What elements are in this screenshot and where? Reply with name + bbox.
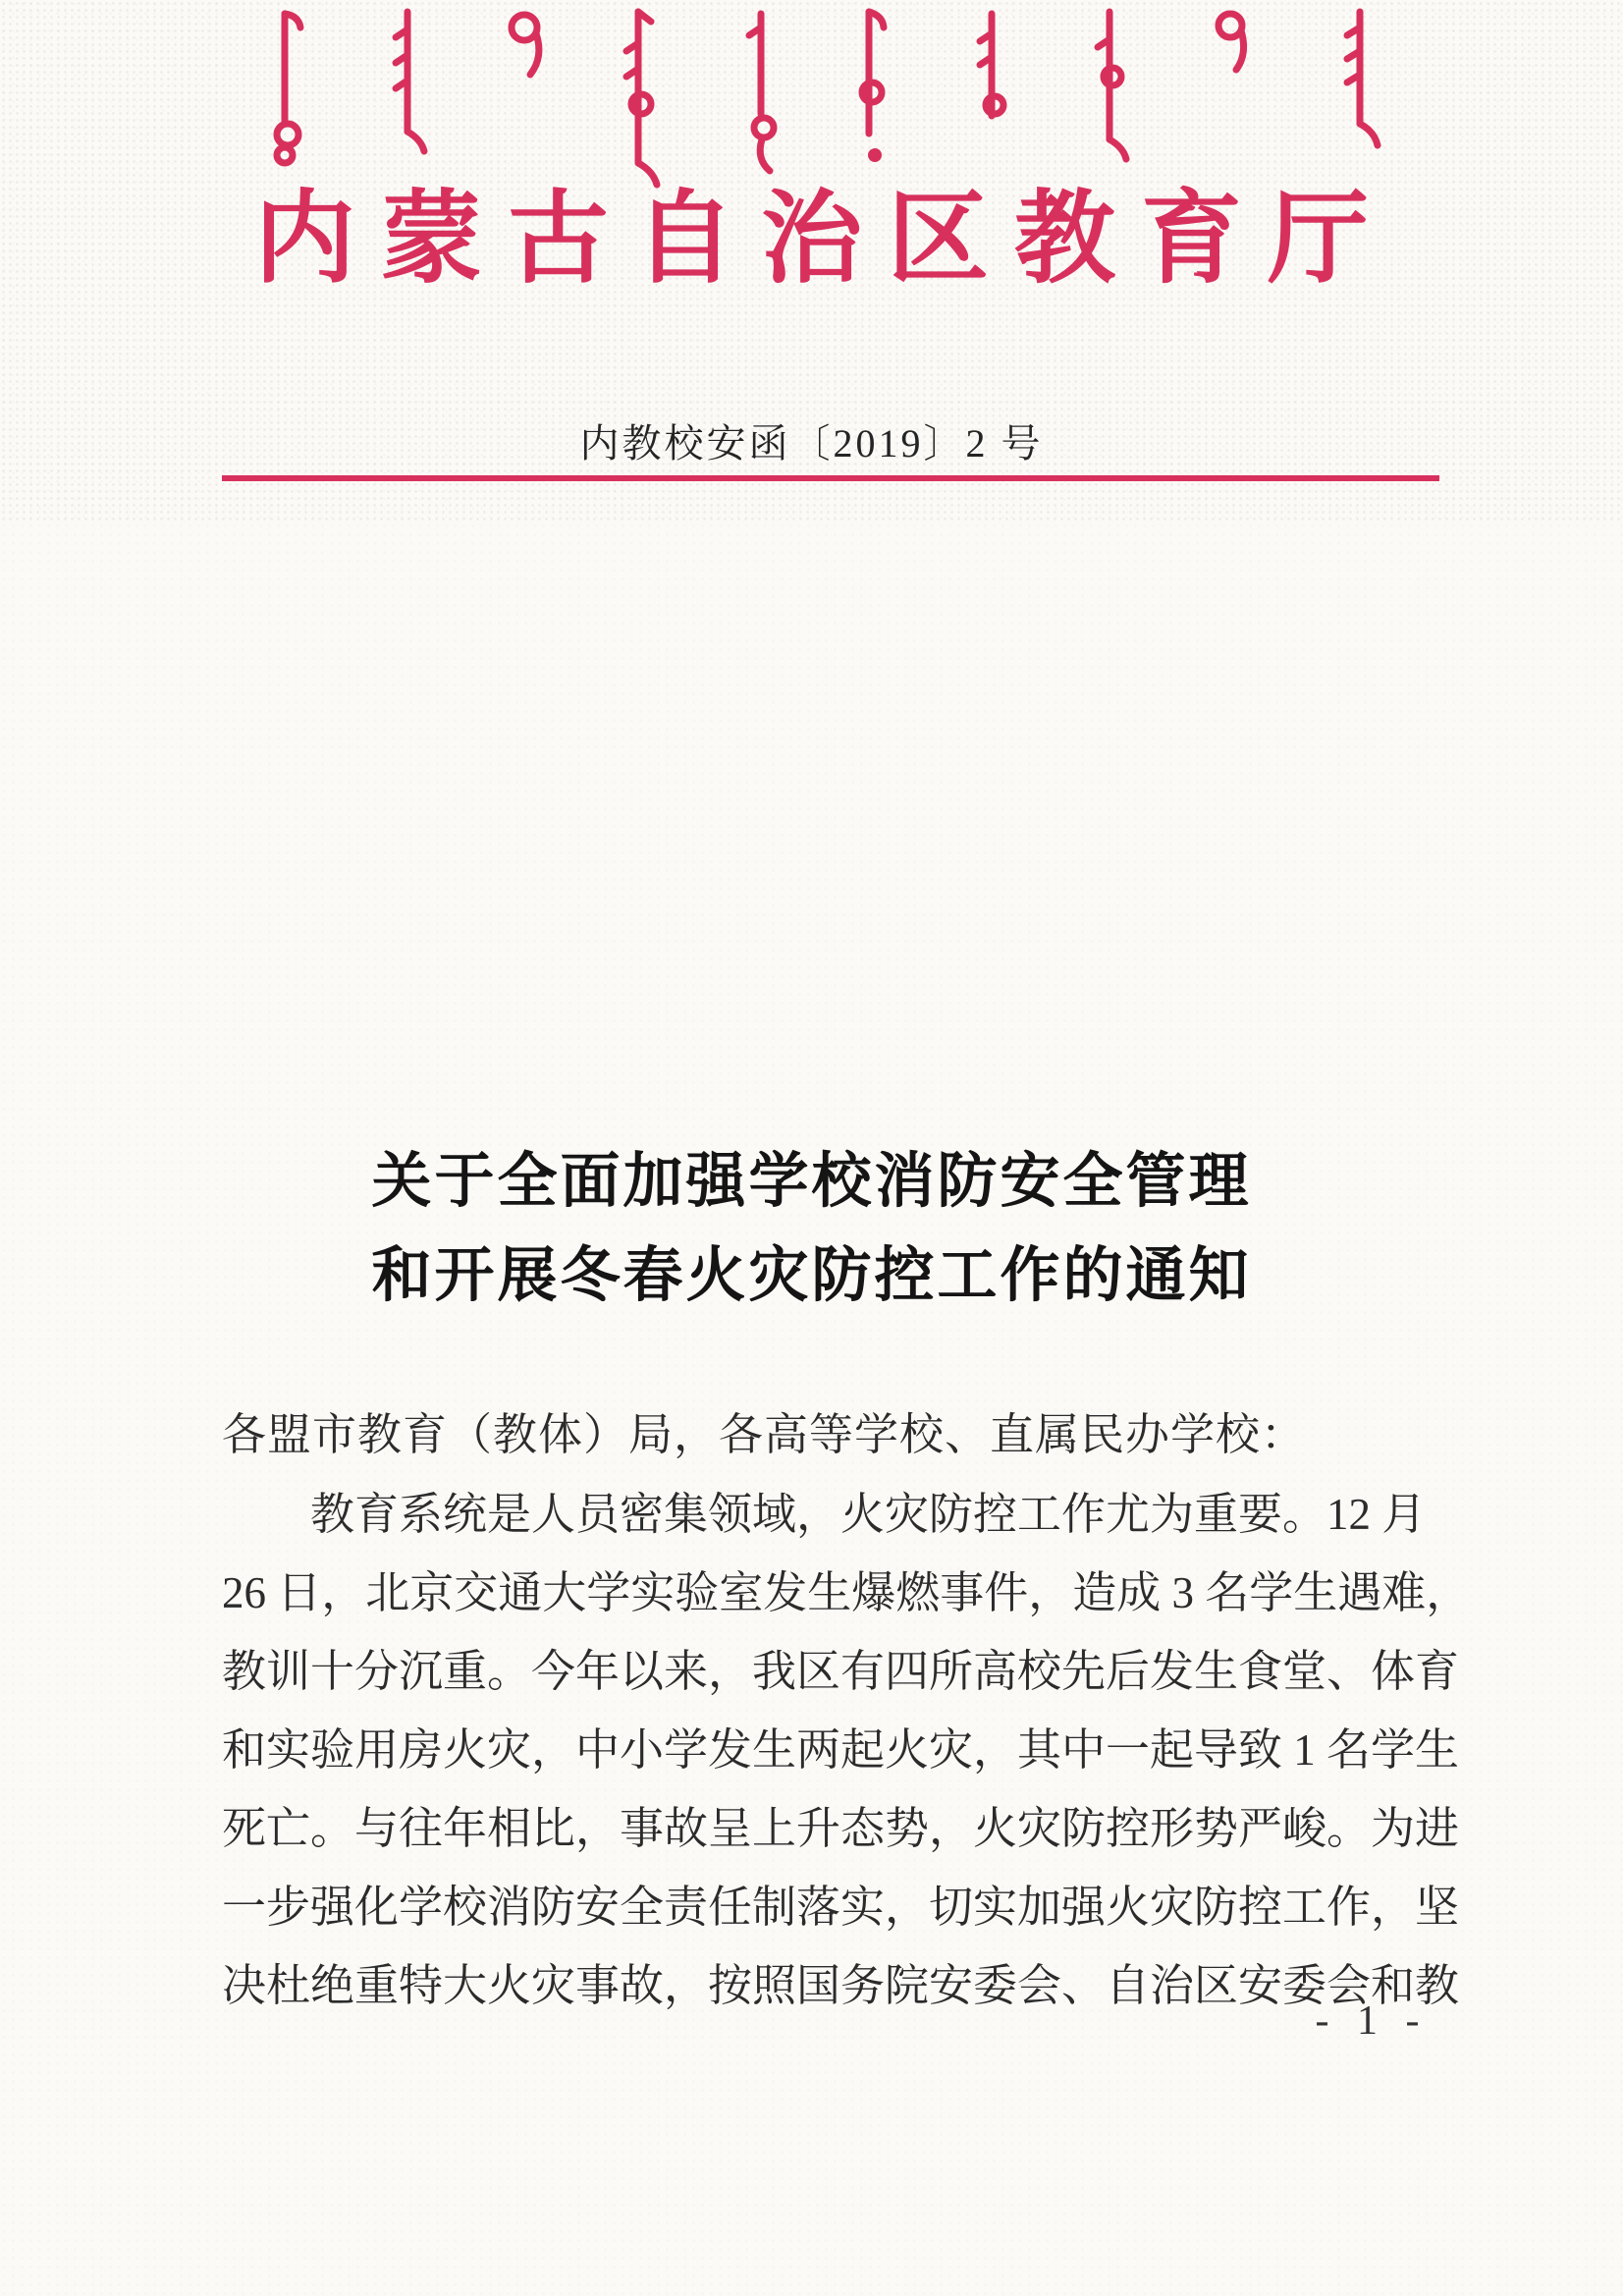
body-line: 死亡。与往年相比，事故呈上升态势，火灾防控形势严峻。为进 [222, 1804, 1460, 1853]
body-line: 和实验用房火灾，中小学发生两起火灾，其中一起导致 1 名学生 [222, 1725, 1460, 1775]
document-title [0, 1135, 1623, 1324]
mongolian-word-glyph [1098, 12, 1126, 159]
body-line: 教育系统是人员密集领域，火灾防控工作尤为重要。12 月 [310, 1490, 1427, 1539]
body-line: 一步强化学校消防安全责任制落实，切实加强火灾防控工作，坚 [222, 1883, 1460, 1932]
agency-name: 内蒙古自治区教育厅 [254, 184, 1394, 296]
title-line-2: 和开展冬春火灾防控工作的通知 [371, 1243, 1252, 1309]
mongolian-word-glyph [980, 14, 1003, 116]
body-paragraph [222, 1475, 1471, 2025]
body-line: 教训十分沉重。今年以来，我区有四所高校先后发生食堂、体育 [222, 1647, 1460, 1696]
mongolian-word-glyph [1347, 12, 1378, 145]
mongolian-word-glyph [1218, 14, 1244, 70]
document-number: 内教校安函〔2019〕2 号 [579, 421, 1044, 465]
title-line-1: 关于全面加强学校消防安全管理 [371, 1149, 1252, 1215]
letterhead [0, 0, 1623, 520]
mongolian-word-glyph [512, 15, 539, 75]
mongolian-word-glyph [277, 14, 300, 163]
page-number: - 1 - [1315, 1998, 1429, 2044]
mongolian-word-glyph [862, 12, 884, 162]
mongolian-word-glyph [396, 12, 424, 151]
body-line: 决杜绝重特大火灾事故，按照国务院安委会、自治区安委会和教 [222, 1961, 1460, 2010]
mongolian-word-glyph [749, 14, 774, 171]
letterhead-divider-line [222, 475, 1439, 481]
salutation: 各盟市教育（教体）局，各高等学校、直属民办学校： [222, 1410, 1307, 1459]
body-line: 26 日，北京交通大学实验室发生爆燃事件，造成 3 名学生遇难， [222, 1568, 1471, 1617]
